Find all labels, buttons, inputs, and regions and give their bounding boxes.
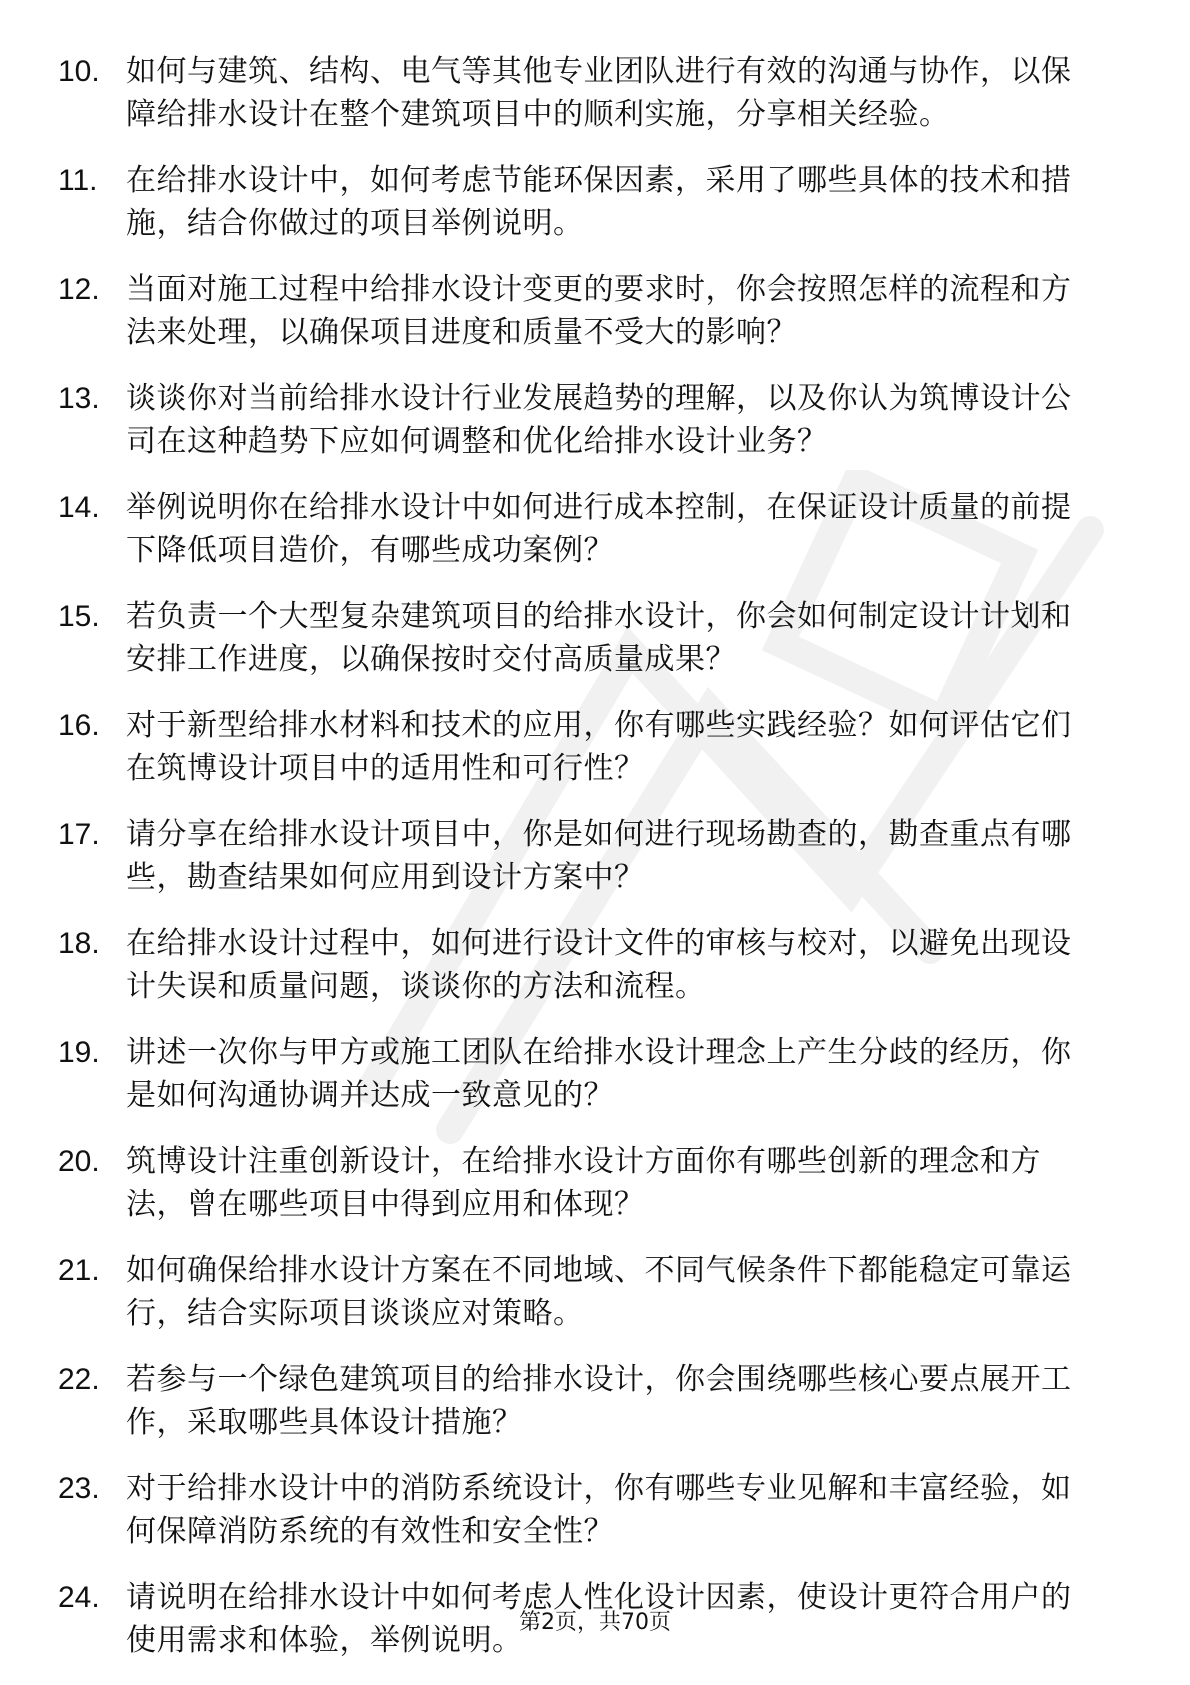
question-item (58, 486, 1098, 572)
question-text: 当面对施工过程中给排水设计变更的要求时，你会按照怎样的流程和方法来处理，以确保项目进度和质量不受大的影响？ (126, 272, 1072, 350)
question-number: 22. (58, 1363, 100, 1396)
question-text: 如何确保给排水设计方案在不同地域、不同气候条件下都能稳定可靠运行，结合实际项目谈谈应对策略。 (126, 1253, 1072, 1331)
question-text: 讲述一次你与甲方或施工团队在给排水设计理念上产生分歧的经历，你是如何沟通协调并达成一致意见的？ (126, 1035, 1072, 1113)
question-item (58, 1358, 1098, 1444)
question-number: 18. (58, 927, 100, 960)
question-item (58, 595, 1098, 681)
question-text: 在给排水设计过程中，如何进行设计文件的审核与校对，以避免出现设计失误和质量问题，谈谈你的方法和流程。 (126, 926, 1072, 1004)
question-number: 10. (58, 55, 100, 88)
question-text: 如何与建筑、结构、电气等其他专业团队进行有效的沟通与协作，以保障给排水设计在整个建筑项目中的顺利实施，分享相关经验。 (126, 54, 1072, 132)
page-number: 第2页，共70页 (519, 1610, 671, 1635)
question-item (58, 813, 1098, 899)
question-item (58, 50, 1098, 136)
question-text: 对于给排水设计中的消防系统设计，你有哪些专业见解和丰富经验，如何保障消防系统的有效性和安全性？ (126, 1471, 1072, 1549)
question-number: 23. (58, 1472, 100, 1505)
question-list (58, 50, 1098, 1685)
question-number: 13. (58, 382, 100, 415)
question-item (58, 922, 1098, 1008)
question-number: 11. (58, 164, 98, 197)
question-text: 筑博设计注重创新设计，在给排水设计方面你有哪些创新的理念和方法，曾在哪些项目中得到应用和体现？ (126, 1144, 1041, 1222)
question-item (58, 1249, 1098, 1335)
question-number: 12. (58, 273, 100, 306)
question-item (58, 1031, 1098, 1117)
question-text: 请说明在给排水设计中如何考虑人性化设计因素，使设计更符合用户的使用需求和体验，举例说明。 (126, 1580, 1072, 1658)
question-item (58, 1467, 1098, 1553)
question-item (58, 159, 1098, 245)
question-number: 19. (58, 1036, 100, 1069)
question-item (58, 704, 1098, 790)
question-number: 17. (58, 818, 100, 851)
question-text: 请分享在给排水设计项目中，你是如何进行现场勘查的，勘查重点有哪些，勘查结果如何应用到设计方案中？ (126, 817, 1072, 895)
question-number: 15. (58, 600, 100, 633)
question-text: 举例说明你在给排水设计中如何进行成本控制，在保证设计质量的前提下降低项目造价，有哪些成功案例？ (126, 490, 1072, 568)
question-number: 21. (58, 1254, 100, 1287)
question-text: 谈谈你对当前给排水设计行业发展趋势的理解，以及你认为筑博设计公司在这种趋势下应如何调整和优化给排水设计业务？ (126, 381, 1072, 459)
question-text: 在给排水设计中，如何考虑节能环保因素，采用了哪些具体的技术和措施，结合你做过的项目举例说明。 (126, 163, 1072, 241)
question-item (58, 1140, 1098, 1226)
question-text: 若参与一个绿色建筑项目的给排水设计，你会围绕哪些核心要点展开工作，采取哪些具体设计措施？ (126, 1362, 1072, 1440)
question-number: 14. (58, 491, 100, 524)
page-footer (0, 1608, 1190, 1638)
question-text: 对于新型给排水材料和技术的应用，你有哪些实践经验？如何评估它们在筑博设计项目中的适用性和可行性？ (126, 708, 1072, 786)
question-text: 若负责一个大型复杂建筑项目的给排水设计，你会如何制定设计计划和安排工作进度，以确保按时交付高质量成果？ (126, 599, 1072, 677)
question-number: 24. (58, 1581, 100, 1614)
question-number: 20. (58, 1145, 100, 1178)
question-number: 16. (58, 709, 100, 742)
question-item (58, 268, 1098, 354)
question-item (58, 377, 1098, 463)
